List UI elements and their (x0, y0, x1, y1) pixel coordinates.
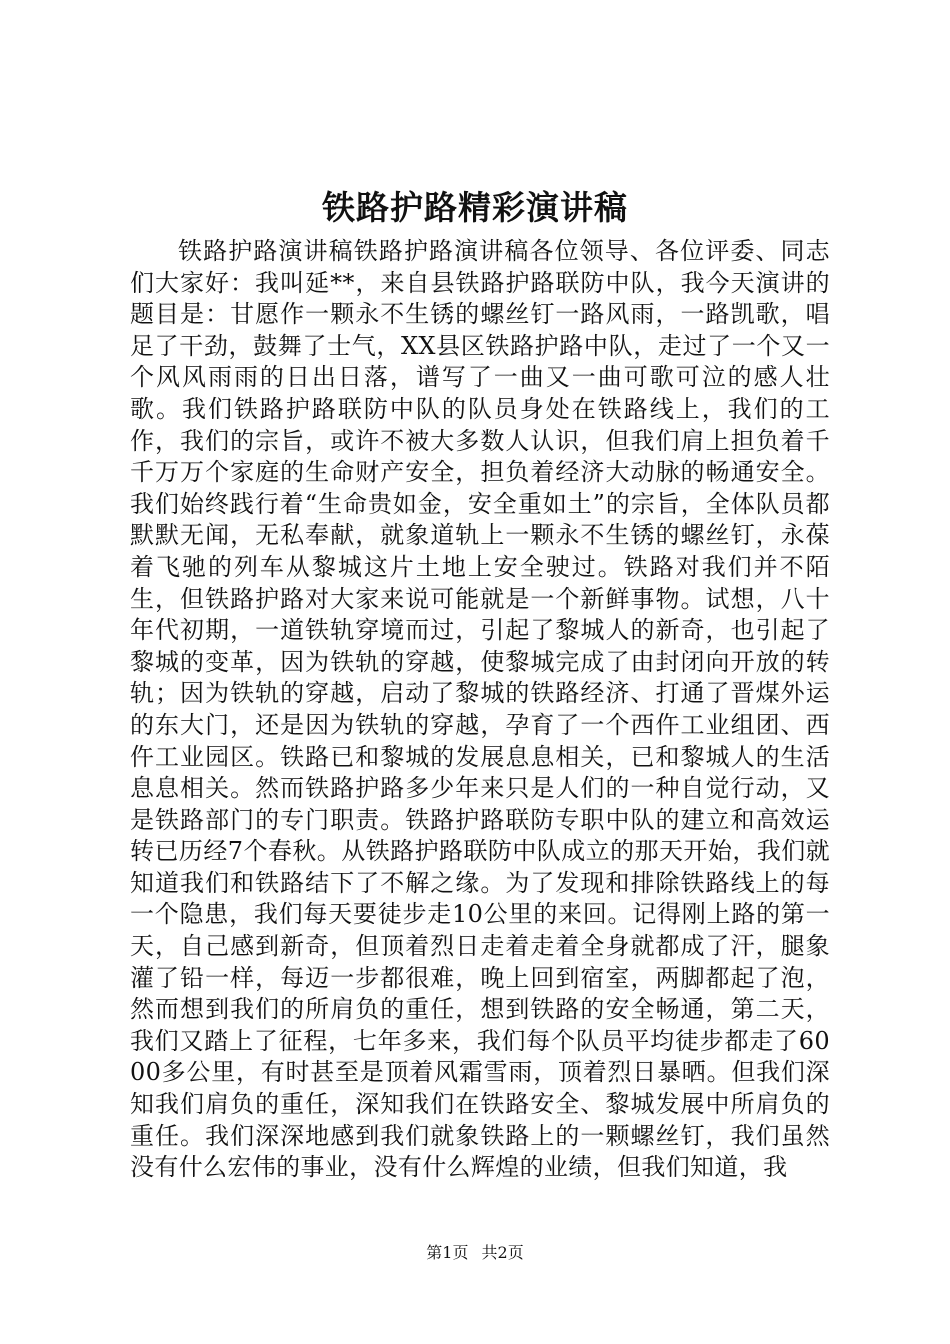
page-number: 第1页 (426, 1243, 469, 1262)
document-body: 铁路护路演讲稿铁路护路演讲稿各位领导、各位评委、同志们大家好：我叫延**，来自县铁路护路联防中队，我今天演讲的题目是：甘愿作一颗永不生锈的螺丝钉一路风雨，一路凯歌，唱足了干劲，鼓舞了士气，XX县区铁路护路中队，走过了一个又一个风风雨雨的日出日落，谱写了一曲又一曲可歌可泣的感人壮歌。我们铁路护路联防中队的队员身处在铁路线上，我们的工作，我们的宗旨，或许不被大多数人认识，但我们肩上担负着千千万万个家庭的生命财产安全，担负着经济大动脉的畅通安全。我们始终践行着“生命贵如金，安全重如土”的宗旨，全体队员都默默无闻，无私奉献，就象道轨上一颗永不生锈的螺丝钉，永葆着飞驰的列车从黎城这片土地上安全驶过。铁路对我们并不陌生，但铁路护路对大家来说可能就是一个新鲜事物。试想，八十年代初期，一道铁轨穿境而过，引起了黎城人的新奇，也引起了黎城的变革，因为铁轨的穿越，使黎城完成了由封闭向开放的转轨；因为铁轨的穿越，启动了黎城的铁路经济、打通了晋煤外运的东大门，还是因为铁轨的穿越，孕育了一个西仵工业组团、西仵工业园区。铁路已和黎城的发展息息相关，已和黎城人的生活息息相关。然而铁路护路多少年来只是人们的一种自觉行动，又是铁路部门的专门职责。铁路护路联防专职中队的建立和高效运转已历经7个春秋。从铁路护路联防中队成立的那天开始，我们就知道我们和铁路结下了不解之缘。为了发现和排除铁路线上的每一个隐患，我们每天要徒步走10公里的来回。记得刚上路的第一天，自己感到新奇，但顶着烈日走着走着全身就都成了汗，腿象灌了铅一样，每迈一步都很难，晚上回到宿室，两脚都起了泡，然而想到我们的所肩负的重任，想到铁路的安全畅通，第二天，我们又踏上了征程，七年多来，我们每个队员平均徒步都走了6000多公里，有时甚至是顶着风霜雪雨，顶着烈日暴晒。但我们深知我们肩负的重任，深知我们在铁路安全、黎城发展中所肩负的重任。我们深深地感到我们就象铁路上的一颗螺丝钉，我们虽然没有什么宏伟的事业，没有什么辉煌的业绩，但我们知道，我 (130, 237, 830, 1182)
document-title: 铁路护路精彩演讲稿 (322, 188, 628, 227)
page-count: 共2页 (481, 1243, 524, 1262)
page-footer (0, 1242, 950, 1264)
